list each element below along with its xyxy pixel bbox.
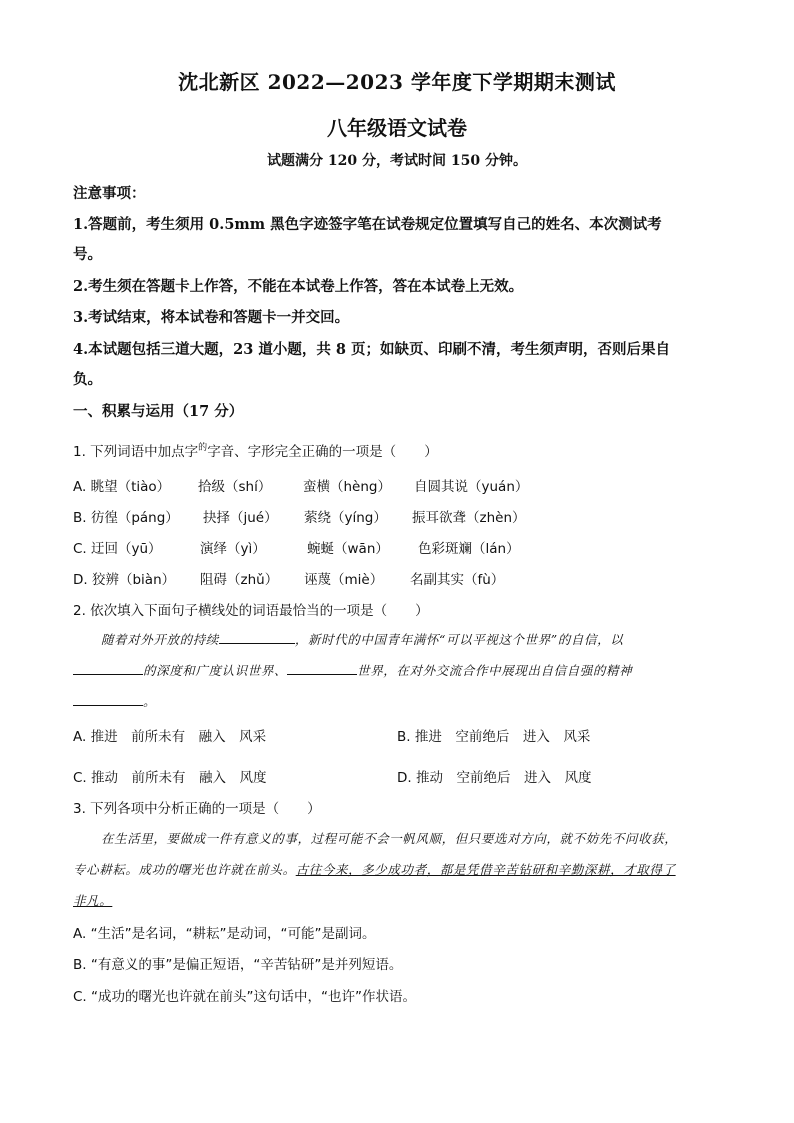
q1-option-d-4: 名副其实（fù） — [410, 572, 505, 588]
exam-subtitle: 八年级语文试卷 — [327, 116, 467, 140]
q2-passage-line-2: 的深度和广度认识世界、 世界，在对外交流合作中展现出自信自强的精神 — [73, 661, 632, 679]
q2-option-a: A. 推进 前所未有 融入 风采 — [73, 729, 267, 745]
q1-option-d-3: 诬蔑（miè） — [304, 572, 384, 588]
q1-option-c-4: 色彩斑斓（lán） — [418, 541, 520, 557]
dot-char: 的 — [198, 443, 208, 453]
q3-passage-line-1: 在生活里，要做成一件有意义的事，过程可能不会一帆风顺，但只要选对方向，就不妨先不问收获， — [101, 831, 678, 846]
underlined-sentence: 古往今来，多少成功者，都是凭借辛苦钻研和辛勤深耕，才取得了 — [295, 862, 676, 877]
blank-4 — [73, 695, 143, 706]
q1-option-a-1: A. 眺望（tiào） — [73, 479, 171, 495]
exam-info: 试题满分 120 分，考试时间 150 分钟。 — [267, 153, 527, 169]
q1-option-b-2: 抉择（jué） — [203, 510, 278, 526]
notice-item-1: 1.答题前，考生须用 0.5mm 黑色字迹签字笔在试卷规定位置填写自己的姓名、本次测试考 — [73, 216, 662, 233]
q1-option-b-4: 振耳欲聋（zhèn） — [412, 510, 526, 526]
q2-passage-line-3: 。 — [73, 692, 156, 710]
q3-passage-line-2: 专心耕耘。成功的曙光也许就在前头。古往今来，多少成功者，都是凭借辛苦钻研和辛勤深耕，才取得了 — [73, 862, 676, 877]
q3-option-c: C. “成功的曙光也许就在前头”这句话中，“也许”作状语。 — [73, 989, 416, 1005]
q1-option-b-1: B. 彷徨（páng） — [73, 510, 179, 526]
notice-item-4-cont: 负。 — [73, 371, 102, 388]
q1-option-c-1: C. 迂回（yū） — [73, 541, 162, 557]
q1-option-a-4: 自圆其说（yuán） — [414, 479, 529, 495]
q1-option-d-1: D. 狡辨（biàn） — [73, 572, 176, 588]
notice-item-2: 2.考生须在答题卡上作答，不能在本试卷上作答，答在本试卷上无效。 — [73, 278, 524, 295]
q3-passage-line-3: 非凡。 — [73, 893, 113, 908]
q2-option-c: C. 推动 前所未有 融入 风度 — [73, 770, 267, 786]
blank-1 — [219, 633, 295, 644]
q3-option-b: B. “有意义的事”是偏正短语，“辛苦钻研”是并列短语。 — [73, 957, 403, 973]
q2-option-d: D. 推动 空前绝后 进入 风度 — [397, 770, 592, 786]
q3-option-a: A. “生活”是名词，“耕耘”是动词，“可能”是副词。 — [73, 926, 376, 942]
q2-option-b: B. 推进 空前绝后 进入 风采 — [397, 729, 591, 745]
q1-option-d-2: 阻碍（zhǔ） — [200, 572, 279, 588]
q1-option-b-3: 萦绕（yíng） — [304, 510, 387, 526]
q2-passage-line-1: 随着对外开放的持续 ，新时代的中国青年满怀“可以平视这个世界”的自信，以 — [101, 632, 624, 647]
q1-option-c-3: 蜿蜒（wān） — [307, 541, 389, 557]
q2-stem: 2. 依次填入下面句子横线处的词语最恰当的一项是（ ） — [73, 603, 429, 619]
blank-2 — [73, 664, 143, 675]
blank-3 — [287, 664, 357, 675]
notice-heading: 注意事项： — [73, 185, 146, 202]
q1-stem: 1. 下列词语中加点字$^的$字音、字形完全正确的一项是（ ） — [73, 443, 438, 460]
q1-option-c-2: 演绎（yì） — [200, 541, 266, 557]
notice-item-1-cont: 号。 — [73, 246, 102, 263]
q1-option-a-2: 拾级（shí） — [198, 479, 272, 495]
exam-title: 沈北新区 2022—2023 学年度下学期期末测试 — [178, 70, 616, 94]
q3-stem: 3. 下列各项中分析正确的一项是（ ） — [73, 801, 321, 817]
q1-option-a-3: 蛮横（hèng） — [303, 479, 391, 495]
notice-item-4: 4.本试题包括三道大题，23 道小题，共 8 页；如缺页、印刷不清，考生须声明，否则后果自 — [73, 341, 671, 358]
notice-item-3: 3.考试结束，将本试卷和答题卡一并交回。 — [73, 309, 350, 326]
section-1-heading: 一、积累与运用（17 分） — [73, 403, 244, 420]
